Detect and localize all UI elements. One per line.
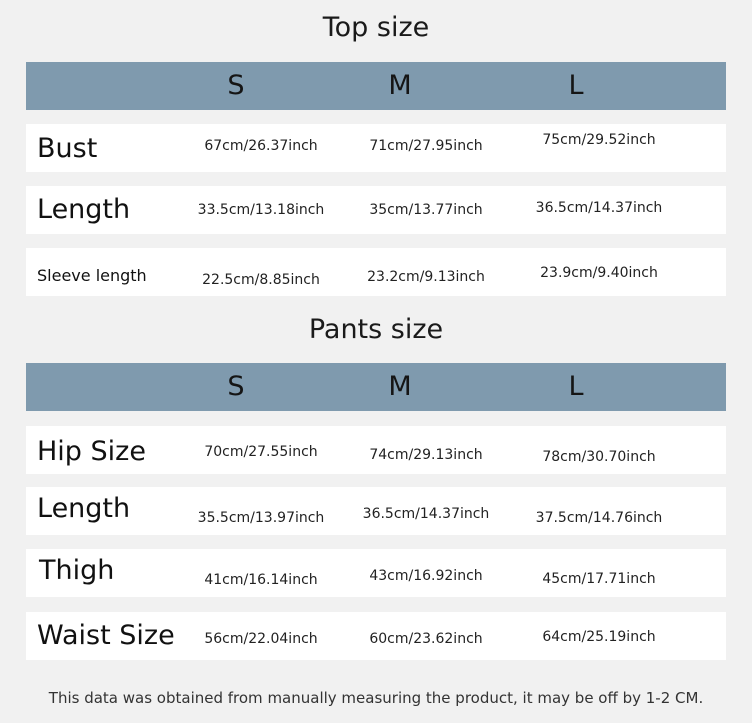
row-label: Thigh	[39, 555, 115, 586]
top-size-title: Top size	[322, 12, 430, 43]
pants-thigh-m: 43cm/16.92inch	[369, 568, 483, 584]
pants-header-s: S	[227, 371, 245, 402]
pants-row-waist-size	[26, 612, 726, 660]
pants-hip-s: 70cm/27.55inch	[204, 444, 318, 460]
pants-size-title: Pants size	[308, 314, 444, 345]
row-label: Length	[37, 194, 131, 225]
top-sleeve-m: 23.2cm/9.13inch	[367, 269, 485, 285]
top-row-bust	[26, 124, 726, 172]
top-header-m: M	[388, 70, 412, 101]
top-row-length	[26, 186, 726, 234]
pants-thigh-l: 45cm/17.71inch	[542, 571, 656, 587]
pants-header-m: M	[388, 371, 412, 402]
pants-waist-m: 60cm/23.62inch	[369, 631, 483, 647]
pants-thigh-s: 41cm/16.14inch	[204, 572, 318, 588]
pants-row-hip-size	[26, 426, 726, 474]
top-bust-m: 71cm/27.95inch	[369, 138, 483, 154]
row-label: Length	[37, 493, 131, 524]
top-size-header-band	[26, 62, 726, 110]
row-label: Sleeve length	[37, 266, 147, 285]
top-header-l: L	[568, 70, 584, 101]
measurement-disclaimer: This data was obtained from manually measuring the product, it may be off by 1-2 CM.	[48, 689, 704, 707]
row-label: Bust	[37, 133, 98, 164]
pants-hip-m: 74cm/29.13inch	[369, 447, 483, 463]
pants-waist-s: 56cm/22.04inch	[204, 631, 318, 647]
top-bust-s: 67cm/26.37inch	[204, 138, 318, 154]
pants-length-s: 35.5cm/13.97inch	[197, 510, 325, 526]
pants-length-l: 37.5cm/14.76inch	[535, 510, 663, 526]
top-length-m: 35cm/13.77inch	[369, 202, 483, 218]
pants-row-length	[26, 487, 726, 535]
top-header-s: S	[227, 70, 245, 101]
pants-size-header-band	[26, 363, 726, 411]
pants-row-thigh	[26, 549, 726, 597]
top-bust-l: 75cm/29.52inch	[542, 132, 656, 148]
pants-hip-l: 78cm/30.70inch	[542, 449, 656, 465]
pants-header-l: L	[568, 371, 584, 402]
pants-length-m: 36.5cm/14.37inch	[362, 506, 490, 522]
top-sleeve-l: 23.9cm/9.40inch	[540, 265, 658, 281]
pants-waist-l: 64cm/25.19inch	[542, 629, 656, 645]
row-label: Waist Size	[37, 620, 175, 651]
top-length-s: 33.5cm/13.18inch	[197, 202, 325, 218]
top-length-l: 36.5cm/14.37inch	[535, 200, 663, 216]
top-row-sleeve-length	[26, 248, 726, 296]
row-label: Hip Size	[37, 436, 146, 467]
top-sleeve-s: 22.5cm/8.85inch	[202, 272, 320, 288]
